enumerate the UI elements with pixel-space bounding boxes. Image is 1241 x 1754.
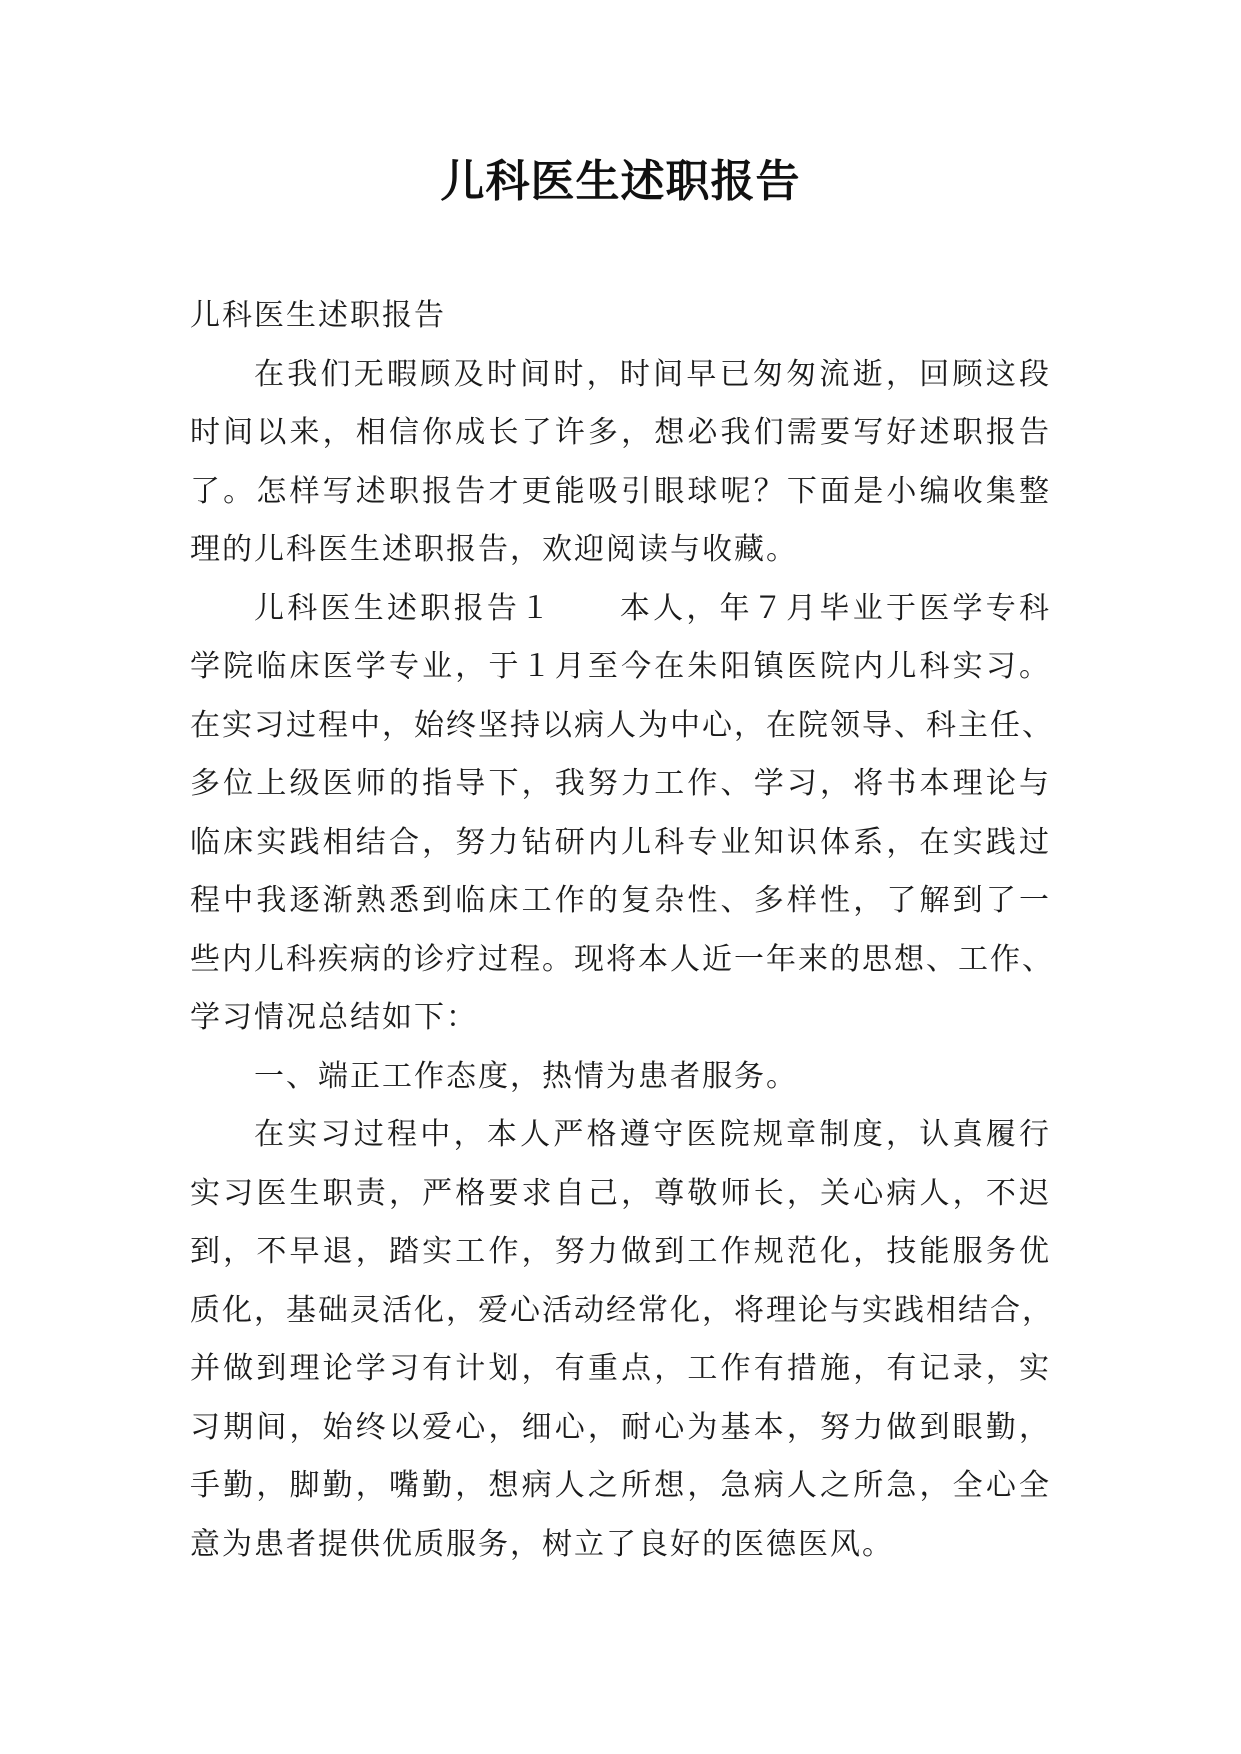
paragraph-line: 理的儿科医生述职报告，欢迎阅读与收藏。 bbox=[190, 532, 798, 567]
subtitle-line: 儿科医生述职报告 bbox=[190, 298, 446, 333]
paragraph-line: 并做到理论学习有计划，有重点，工作有措施，有记录，实 bbox=[190, 1351, 1051, 1386]
paragraph-line: 到，不早退，踏实工作，努力做到工作规范化，技能服务优 bbox=[190, 1234, 1051, 1269]
document-body bbox=[190, 287, 1054, 1574]
paragraph-line: 了。怎样写述职报告才更能吸引眼球呢？下面是小编收集整 bbox=[190, 473, 1051, 509]
paragraph-line: 临床实践相结合，努力钻研内儿科专业知识体系，在实践过 bbox=[190, 824, 1051, 860]
paragraph-line: 多位上级医师的指导下，我努力工作、学习，将书本理论与 bbox=[190, 766, 1051, 801]
paragraph-line: 在实习过程中，本人严格遵守医院规章制度，认真履行 bbox=[254, 1117, 1051, 1152]
paragraph-line: 手勤，脚勤，嘴勤，想病人之所想，急病人之所急，全心全 bbox=[190, 1468, 1051, 1503]
paragraph-line: 在我们无暇顾及时间时，时间早已匆匆流逝，回顾这段 bbox=[254, 356, 1051, 392]
paragraph-line: 程中我逐渐熟悉到临床工作的复杂性、多样性，了解到了一 bbox=[190, 883, 1051, 918]
paragraph-line: 实习医生职责，严格要求自己，尊敬师长，关心病人，不迟 bbox=[190, 1175, 1051, 1211]
paragraph-line: 时间以来，相信你成长了许多，想必我们需要写好述职报告 bbox=[190, 415, 1051, 450]
document-title: 儿科医生述职报告 bbox=[440, 156, 801, 207]
paragraph-line: 学习情况总结如下： bbox=[190, 1000, 478, 1035]
paragraph-line: 儿科医生述职报告１ 本人，年７月毕业于医学专科 bbox=[254, 590, 1051, 626]
paragraph-line: 习期间，始终以爱心，细心，耐心为基本，努力做到眼勤， bbox=[190, 1409, 1051, 1445]
section-heading: 一、端正工作态度，热情为患者服务。 bbox=[254, 1058, 798, 1094]
paragraph-line: 意为患者提供优质服务，树立了良好的医德医风。 bbox=[190, 1526, 894, 1562]
paragraph-line: 学院临床医学专业，于１月至今在朱阳镇医院内儿科实习。 bbox=[190, 649, 1051, 684]
paragraph-line: 在实习过程中，始终坚持以病人为中心，在院领导、科主任、 bbox=[190, 707, 1054, 743]
paragraph-line: 质化，基础灵活化，爱心活动经常化，将理论与实践相结合， bbox=[190, 1292, 1054, 1328]
paragraph-line: 些内儿科疾病的诊疗过程。现将本人近一年来的思想、工作、 bbox=[190, 941, 1054, 977]
